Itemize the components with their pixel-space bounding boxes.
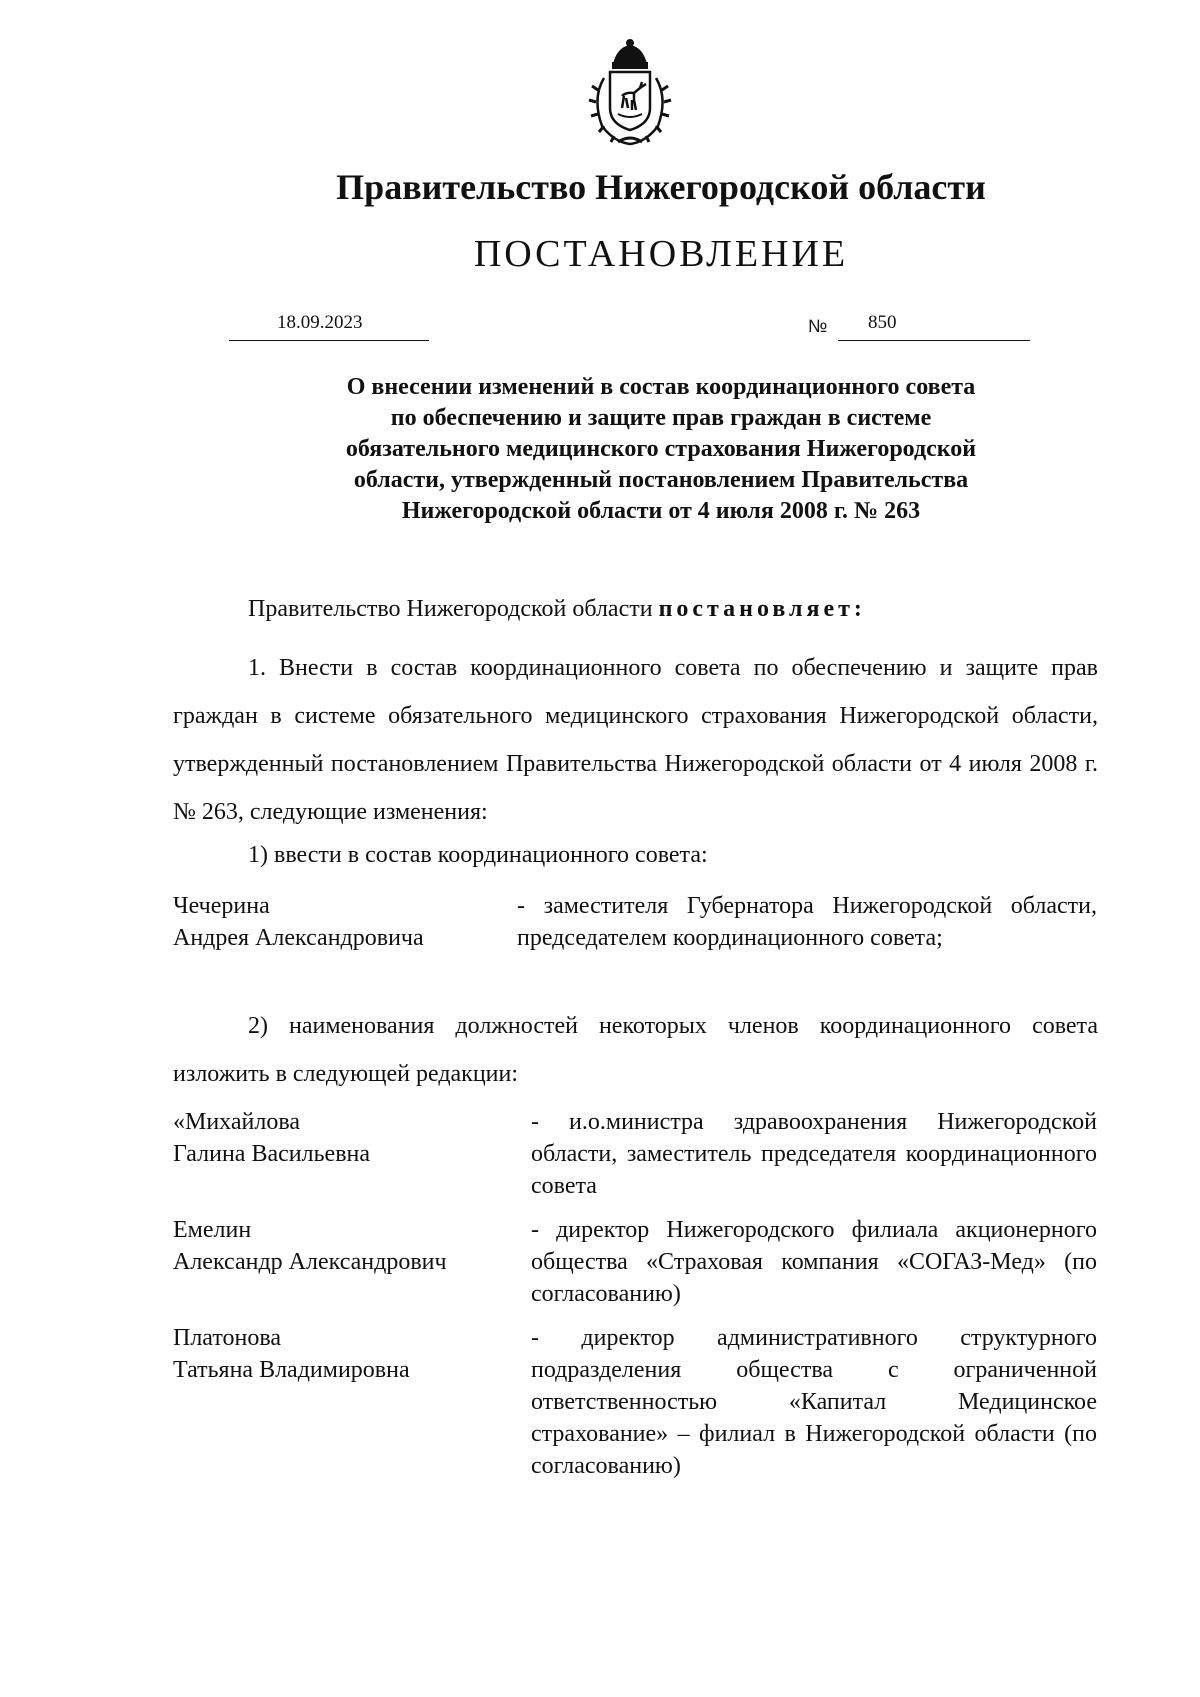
resolution-intro: [248, 596, 866, 623]
document-number: 850: [868, 312, 897, 333]
member-surname: «Михайлова: [173, 1109, 301, 1135]
government-title: Правительство Нижегородской области: [336, 167, 986, 207]
intro-text: Правительство Нижегородской области: [248, 596, 653, 622]
number-field: [838, 312, 1030, 341]
member-name: [173, 890, 424, 954]
subject-line: Нижегородской области от 4 июля 2008 г. № 263: [401, 498, 921, 524]
member-name: [173, 1322, 410, 1386]
document-subject: [0, 372, 1200, 527]
member-given-names: Андрея Александровича: [173, 925, 424, 951]
member-given-names: Татьяна Владимировна: [173, 1357, 410, 1383]
member-surname: Чечерина: [173, 893, 270, 919]
number-sign: №: [808, 316, 828, 336]
paragraph-1: 1. Внести в состав координационного совета по обеспечению и защите прав граждан в системе обязательного медицинского страхования Нижегородской области, утвержденный постановлением Правительства Нижегородской области от 4 июля 2008 г. № 263, следующие изменения:: [173, 655, 1098, 825]
subject-line: О внесении изменений в состав координационного совета: [346, 374, 976, 400]
subject-line: по обеспечению и защите прав граждан в системе: [390, 405, 932, 431]
intro-emphasis: постановляет:: [658, 596, 866, 622]
member-given-names: Галина Васильевна: [173, 1141, 371, 1167]
member-position: - и.о.министра здравоохранения Нижегородской области, заместитель председателя координационного совета: [531, 1109, 1097, 1199]
member-name: [173, 1214, 447, 1278]
member-name: [173, 1106, 370, 1170]
member-position: - заместителя Губернатора Нижегородской области, председателем координационного совета;: [517, 893, 1097, 951]
item-2: 2) наименования должностей некоторых членов координационного совета изложить в следующей редакции:: [173, 1013, 1098, 1087]
subject-line: обязательного медицинского страхования Нижегородской: [345, 436, 977, 462]
coat-of-arms-icon: [574, 38, 686, 150]
subject-line: области, утвержденный постановлением Правительства: [353, 467, 969, 493]
item-1: 1) ввести в состав координационного совета:: [248, 842, 708, 868]
member-given-names: Александр Александрович: [173, 1249, 447, 1275]
member-surname: Платонова: [173, 1325, 282, 1351]
date-field: [229, 312, 429, 341]
member-position: - директор Нижегородского филиала акционерного общества «Страховая компания «СОГАЗ-Мед» (по согласованию): [531, 1217, 1097, 1307]
document-type: ПОСТАНОВЛЕНИЕ: [473, 233, 849, 275]
member-position: - директор административного структурного подразделения общества с ограниченной ответственностью «Капитал Медицинское страхование» – филиал в Нижегородской области (по согласованию): [531, 1325, 1097, 1479]
member-surname: Емелин: [173, 1217, 252, 1243]
document-date: 18.09.2023: [277, 312, 363, 333]
